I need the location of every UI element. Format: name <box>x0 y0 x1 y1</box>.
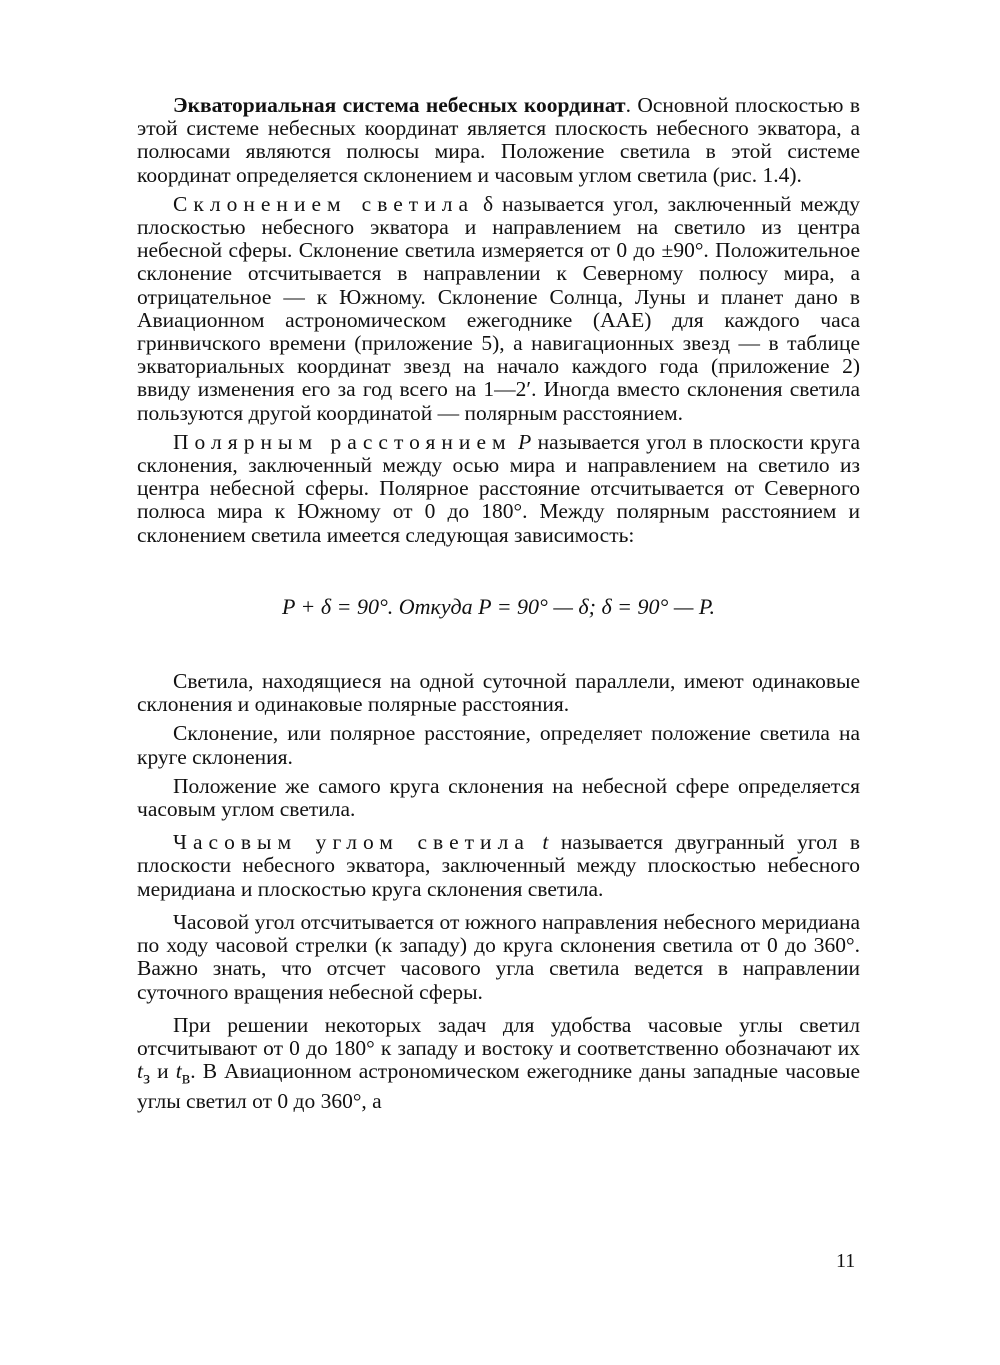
paragraph-equatorial-system: Экваториальная система небесных координат. Основной плоскостью в этой системе небесных координат является плоскость небесного экватора, а полюсами являются полюсы мира. Положение светила в этой системе координат определяется склонением и часовым углом светила (рис. 1.4). <box>137 93 860 187</box>
term-declination: Склонением светила <box>173 191 475 216</box>
paragraph-west-east-angles: При решении некоторых задач для удобства часовые углы светил отсчитывают от 0 до 180° к западу и востоку и соответственно обозначают их $t_з$ и $t_в$. В Авиационном астрономическом ежегоднике даны западные часовые углы светил от 0 до 360°, а <box>137 1012 860 1113</box>
paragraph-polar-distance: Полярным расстоянием P называется угол в плоскости круга склонения, заключенный между осью мира и направлением на светило из центра небесной сферы. Полярное расстояние отсчитывается от Северного полюса мира к Южному от 0 до 180°. Между полярным расстоянием и склонением светила имеется следующая зависимость: <box>137 429 860 547</box>
subscript-east: в <box>181 1067 191 1088</box>
subscript-west: з <box>142 1067 151 1088</box>
term-hour-angle: Часовым углом светила <box>173 830 530 855</box>
paragraph-circle-position: Положение же самого круга склонения на небесной сфере определяется часовым углом светила. <box>137 773 860 822</box>
symbol-t-west: t <box>137 1059 143 1084</box>
body-text <box>137 94 860 1119</box>
symbol-t-east: t <box>175 1059 182 1084</box>
formula: P + δ = 90°. Откуда P = 90° — δ; δ = 90° — P. <box>282 593 715 619</box>
paragraph-declination-position: Склонение, или полярное расстояние, определяет положение светила на круге склонения. <box>137 721 860 769</box>
symbol-delta: δ <box>483 191 494 216</box>
paragraph-hour-angle: Часовым углом светила t называется двугранный угол в плоскости небесного экватора, заключенный между плоскостью небесного меридиана и плоскостью круга склонения светила. <box>137 830 861 901</box>
symbol-t: t <box>542 830 549 855</box>
term-polar-distance: Полярным расстоянием <box>173 429 512 454</box>
paragraph-hour-angle-count: Часовой угол отсчитывается от южного направления небесного меридиана по ходу часовой стрелки (к западу) до круга склонения светила от 0 до 360°. Важно знать, что отсчет часового угла светила ведется в направлении суточного вращения небесной сферы. <box>137 909 860 1004</box>
paragraph-diurnal-parallel: Светила, находящиеся на одной суточной параллели, имеют одинаковые склонения и одинаковые полярные расстояния. <box>137 669 860 717</box>
page-number: 11 <box>836 1250 856 1272</box>
paragraph-declination: Склонением светила δ называется угол, заключенный между плоскостью небесного экватора и направлением на светило из центра небесной сферы. Склонение светила измеряется от 0 до ±90°. Положительное склонение отсчитывается в направлении к Северному полюсу мира, а отрицательное — к Южному. Склонение Солнца, Луны и планет дано в Авиационном астрономическом ежегоднике (ААЕ) для каждого часа гринвичского времени (приложение 5), а навигационных звезд — в таблице экваториальных координат звезд на начало каждого года (приложение 2) ввиду изменения его за год всего на 1—2′. Иногда вместо склонения светила пользуются другой координатой — полярным расстоянием. <box>137 191 860 425</box>
symbol-p: P <box>518 429 532 454</box>
section-heading: Экваториальная система небесных координат <box>173 93 626 117</box>
